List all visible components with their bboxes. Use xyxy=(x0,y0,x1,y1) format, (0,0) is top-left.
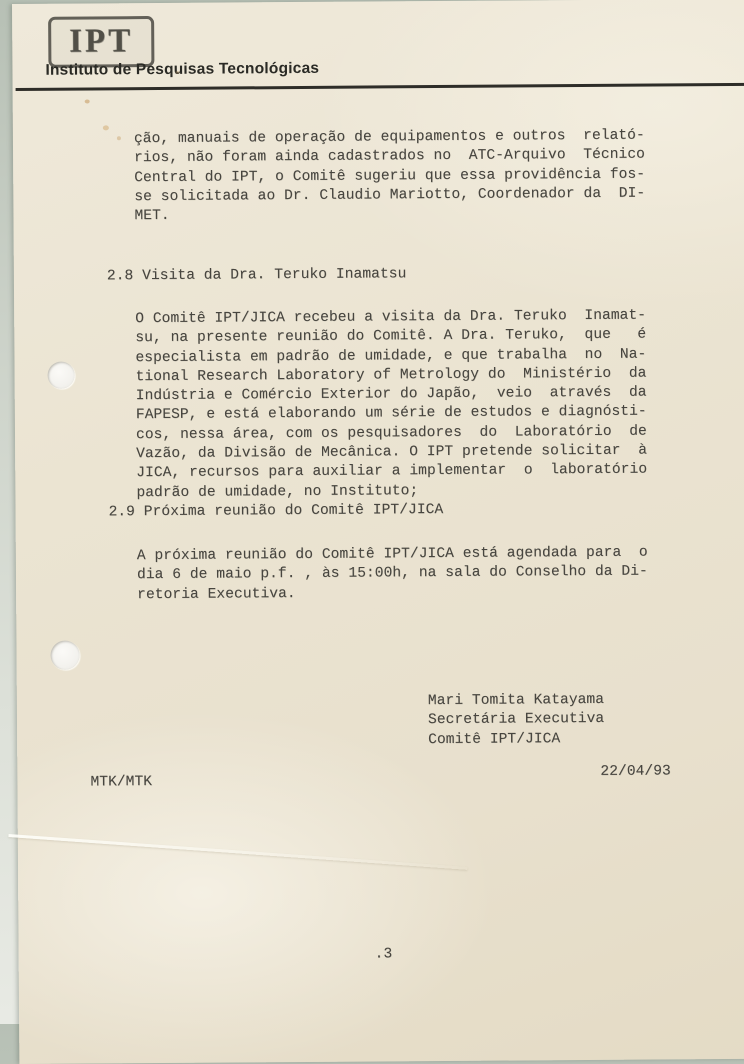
section-2-8-body: O Comitê IPT/JICA recebeu a visita da Dra. Teruko Inamat- su, na presente reunião do Comitê. A Dra. Teruko, que é especialista em padrão de umidade, e que trabalha no Na- tional Research Laboratory of Metrology do Ministério da Indústria e Comércio Exterior do Japão, veio através da FAPESP, e está elaborando um série de estudos e diagnósti- cos, nessa área, com os pesquisadores do Laboratório de Vazão, da Divisão de Mecânica. O IPT pretende solicitar à JICA, recursos para auxiliar a implementar o laboratório padrão de umidade, no Instituto; xyxy=(135,307,648,501)
ipt-logo xyxy=(48,16,154,68)
section-2-9-body: A próxima reunião do Comitê IPT/JICA está agendada para o dia 6 de maio p.f. , às 15:00h, na sala do Conselho da Di- retoria Executiva. xyxy=(136,544,648,603)
document-date: 22/04/93 xyxy=(600,763,671,780)
letterhead-divider xyxy=(16,83,744,91)
punch-hole-bottom xyxy=(50,641,79,670)
section-2-8-heading: 2.8 Visita da Dra. Teruko Inamatsu xyxy=(106,266,407,285)
typist-initials: MTK/MTK xyxy=(90,774,153,791)
signature-block: Mari Tomita Katayama Secretária Executiva Comitê IPT/JICA xyxy=(427,691,605,748)
paper-crease xyxy=(8,834,467,870)
paper-stain xyxy=(117,136,121,140)
section-2-9-heading: 2.9 Próxima reunião do Comitê IPT/JICA xyxy=(108,502,444,521)
paper-stain xyxy=(175,71,179,74)
paper-stain xyxy=(103,125,109,130)
ipt-logo-text: IPT xyxy=(69,22,134,60)
page-number: .3 xyxy=(374,946,393,963)
paper-stain xyxy=(85,99,90,103)
punch-hole-top xyxy=(47,362,74,389)
scanned-page xyxy=(12,0,744,1064)
organization-name: Instituto de Pesquisas Tecnológicas xyxy=(45,59,320,79)
paragraph-continuation: ção, manuais de operação de equipamentos e outros relató- rios, não foram ainda cadastrados no ATC-Arquivo Técnico Central do IPT, o Comitê sugeriu que essa providência fos- se solicitada ao Dr. Claudio Mariotto, Coordenador da DI- MET. xyxy=(133,127,646,225)
